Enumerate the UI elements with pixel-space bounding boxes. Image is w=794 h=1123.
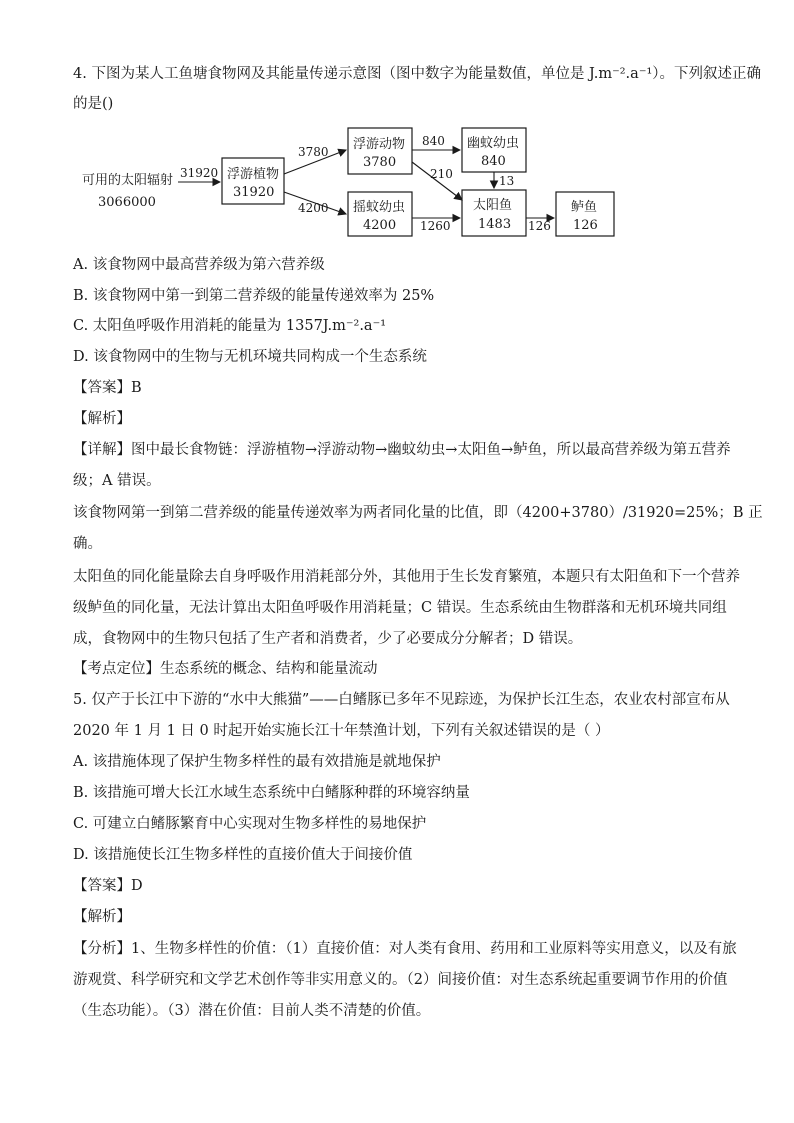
q4-detail-5: 太阳鱼的同化能量除去自身呼吸作用消耗部分外，其他用于生长发育繁殖，本题只有太阳鱼和下一个营养 — [73, 569, 740, 585]
q4-option-c: C. 太阳鱼呼吸作用消耗的能量为 1357J.m⁻².a⁻¹ — [73, 318, 387, 334]
edge-sun-plant-label: 31920 — [180, 166, 219, 180]
q5-fenxi-2: 游观赏、科学研究和文学艺术创作等非实用意义的。（2）间接价值：对生态系统起重要调节作用的价值 — [73, 972, 728, 988]
node-mos-name: 摇蚊幼虫 — [353, 200, 406, 215]
food-web-svg — [70, 126, 630, 246]
q4-detail-3: 该食物网第一到第二营养级的能量传递效率为两者同化量的比值，即（4200+3780）/31920=25%；B 正 — [73, 505, 763, 521]
q5-option-c: C. 可建立白鳍豚繁育中心实现对生物多样性的易地保护 — [73, 816, 427, 832]
q4-analysis-head: 【解析】 — [73, 411, 131, 427]
q4-detail-4: 确。 — [73, 536, 102, 552]
q5-answer: 【答案】D — [73, 878, 143, 894]
q4-detail-6: 级鲈鱼的同化量，无法计算出太阳鱼呼吸作用消耗量；C 错误。生态系统由生物群落和无机环境共同组 — [73, 600, 727, 616]
edge-mos-sunfish-label: 1260 — [420, 219, 451, 233]
edge-plant-mos-label: 4200 — [298, 201, 329, 215]
node-plant-value: 31920 — [233, 185, 275, 200]
q4-kaodian: 【考点定位】生态系统的概念、结构和能量流动 — [73, 661, 378, 677]
q5-option-d: D. 该措施使长江生物多样性的直接价值大于间接价值 — [73, 847, 413, 863]
q5-fenxi-3: （生态功能）。（3）潜在价值：目前人类不清楚的价值。 — [73, 1003, 431, 1019]
q4-stem-line1: 4. 下图为某人工鱼塘食物网及其能量传递示意图（图中数字为能量数值，单位是 J.m⁻².a⁻¹）。下列叙述正确 — [73, 66, 762, 82]
q5-option-a: A. 该措施体现了保护生物多样性的最有效措施是就地保护 — [73, 754, 441, 770]
q4-answer: 【答案】B — [73, 380, 142, 396]
q4-option-a: A. 该食物网中最高营养级为第六营养级 — [73, 257, 325, 273]
food-web-diagram — [70, 126, 630, 246]
edge-sunfish-perch-label: 126 — [528, 219, 551, 233]
source-value: 3066000 — [98, 195, 156, 210]
q4-stem-line2: 的是() — [73, 96, 114, 112]
node-plant-name: 浮游植物 — [227, 167, 280, 182]
edge-zoo-sunfish-label: 210 — [430, 167, 453, 181]
q4-option-d: D. 该食物网中的生物与无机环境共同构成一个生态系统 — [73, 349, 427, 365]
node-zoo-value: 3780 — [363, 155, 397, 170]
node-young-value: 840 — [481, 154, 506, 169]
q5-analysis-head: 【解析】 — [73, 909, 131, 925]
q5-stem-line2: 2020 年 1 月 1 日 0 时起开始实施长江十年禁渔计划，下列有关叙述错误的是（ ） — [73, 723, 610, 739]
q4-detail-2: 级；A 错误。 — [73, 473, 161, 489]
q4-option-b: B. 该食物网中第一到第二营养级的能量传递效率为 25% — [73, 288, 435, 304]
node-zoo-name: 浮游动物 — [353, 137, 406, 152]
q5-fenxi-1: 【分析】1、生物多样性的价值：（1）直接价值：对人类有食用、药用和工业原料等实用意义，以及有旅 — [73, 941, 737, 957]
node-perch-value: 126 — [573, 218, 598, 233]
q5-option-b: B. 该措施可增大长江水域生态系统中白鳍豚种群的环境容纳量 — [73, 785, 470, 801]
q5-stem-line1: 5. 仅产于长江中下游的“水中大熊猫”——白鳍豚已多年不见踪迹，为保护长江生态，农业农村部宣布从 — [73, 692, 730, 708]
edge-zoo-young-label: 840 — [422, 134, 445, 148]
q4-detail-1: 【详解】图中最长食物链：浮游植物→浮游动物→幽蚊幼虫→太阳鱼→鲈鱼，所以最高营养级为第五营养 — [73, 442, 731, 458]
node-perch-name: 鲈鱼 — [571, 200, 598, 215]
node-young-name: 幽蚊幼虫 — [467, 136, 520, 151]
node-sunfish-name: 太阳鱼 — [473, 198, 513, 213]
q4-detail-7: 成，食物网中的生物只包括了生产者和消费者，少了必要成分分解者；D 错误。 — [73, 631, 583, 647]
source-label: 可用的太阳辐射 — [82, 173, 174, 188]
edge-young-sunfish-label: 13 — [499, 174, 515, 188]
node-sunfish-value: 1483 — [478, 217, 512, 232]
edge-plant-zoo-label: 3780 — [298, 145, 329, 159]
node-mos-value: 4200 — [363, 218, 397, 233]
